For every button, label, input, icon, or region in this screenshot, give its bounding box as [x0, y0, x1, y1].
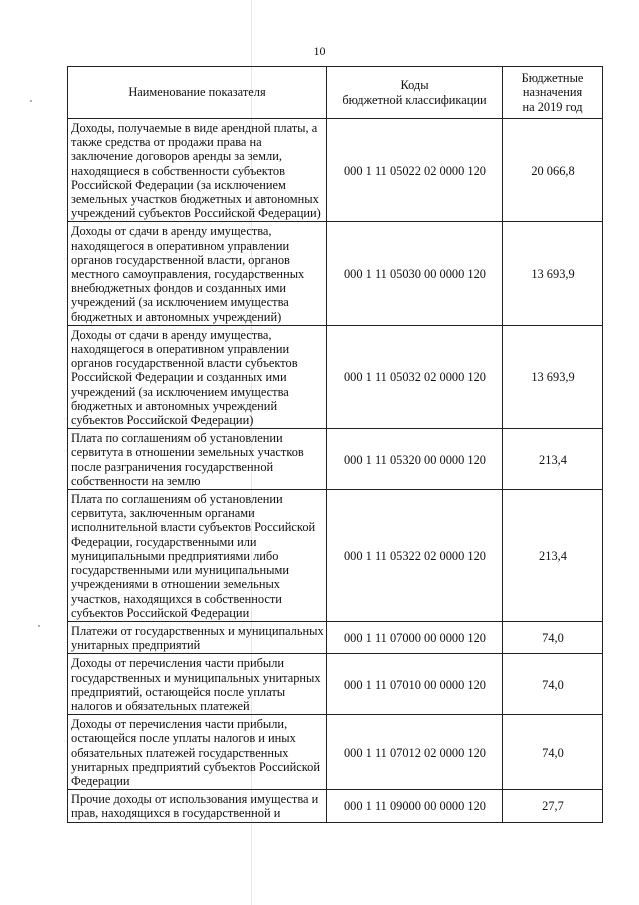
- row-budget-value: 20 066,8: [503, 119, 603, 222]
- table-row: [68, 790, 603, 822]
- header-budget-code: [327, 67, 503, 119]
- table-row: [68, 654, 603, 715]
- header-indicator-name: [68, 67, 327, 119]
- row-indicator-name: Доходы от перечисления части прибыли, остающейся после уплаты налогов и иных обязательных платежей государственных унитарных предприятий субъектов Российской Федерации: [68, 715, 327, 790]
- row-budget-code: 000 1 11 05032 02 0000 120: [327, 325, 503, 428]
- table-row: [68, 119, 603, 222]
- row-budget-code: 000 1 11 05322 02 0000 120: [327, 490, 503, 622]
- table-row: [68, 222, 603, 325]
- row-budget-value: 74,0: [503, 715, 603, 790]
- header-budget-allocation-text: Бюджетные назначения на 2019 год: [521, 71, 584, 114]
- row-indicator-name: Доходы, получаемые в виде арендной платы, а также средства от продажи права на заключение договоров аренды за земли, находящиеся в собственности субъектов Российской Федерации (за исключением земельных участков бюджетных и автономных учреждений субъектов Российской Федерации): [68, 119, 327, 222]
- table-header: [68, 67, 603, 119]
- row-indicator-name: Доходы от перечисления части прибыли государственных и муниципальных унитарных предприятий, остающейся после уплаты налогов и обязательных платежей: [68, 654, 327, 715]
- row-budget-value: 74,0: [503, 654, 603, 715]
- row-budget-value: 13 693,9: [503, 325, 603, 428]
- budget-table: [67, 66, 603, 823]
- header-indicator-name-text: Наименование показателя: [128, 85, 266, 100]
- row-budget-code: 000 1 11 07000 00 0000 120: [327, 621, 503, 653]
- row-indicator-name: Платежи от государственных и муниципальных унитарных предприятий: [68, 621, 327, 653]
- header-budget-code-text: Коды бюджетной классификации: [342, 78, 487, 107]
- table-body: [68, 119, 603, 823]
- row-budget-value: 213,4: [503, 490, 603, 622]
- row-budget-value: 27,7: [503, 790, 603, 822]
- row-budget-code: 000 1 11 05030 00 0000 120: [327, 222, 503, 325]
- row-indicator-name: Прочие доходы от использования имущества и прав, находящихся в государственной и: [68, 790, 327, 822]
- table-row: [68, 621, 603, 653]
- row-budget-code: 000 1 11 09000 00 0000 120: [327, 790, 503, 822]
- row-budget-code: 000 1 11 07010 00 0000 120: [327, 654, 503, 715]
- table-row: [68, 715, 603, 790]
- row-budget-code: 000 1 11 05022 02 0000 120: [327, 119, 503, 222]
- row-indicator-name: Доходы от сдачи в аренду имущества, находящегося в оперативном управлении органов государственной власти, органов местного самоуправления, государственных внебюджетных фондов и созданных ими учреждений (за исключением имущества бюджетных и автономных учреждений): [68, 222, 327, 325]
- row-budget-code: 000 1 11 05320 00 0000 120: [327, 429, 503, 490]
- row-budget-code: 000 1 11 07012 02 0000 120: [327, 715, 503, 790]
- header-row: [68, 67, 603, 119]
- row-indicator-name: Доходы от сдачи в аренду имущества, находящегося в оперативном управлении органов государственной власти субъектов Российской Федерации и созданных ими учреждений (за исключением имущества бюджетных и автономных учреждений субъектов Российской Федерации): [68, 325, 327, 428]
- table-row: [68, 490, 603, 622]
- row-budget-value: 213,4: [503, 429, 603, 490]
- row-indicator-name: Плата по соглашениям об установлении сервитута, заключенным органами исполнительной власти субъектов Российской Федерации, государственными или муниципальными предприятиями либо государственными или муниципальными учреждениями в отношении земельных участков, находящихся в собственности субъектов Российской Федерации: [68, 490, 327, 622]
- table-row: [68, 429, 603, 490]
- row-budget-value: 13 693,9: [503, 222, 603, 325]
- row-budget-value: 74,0: [503, 621, 603, 653]
- table-row: [68, 325, 603, 428]
- page-number: 10: [313, 44, 326, 58]
- row-indicator-name: Плата по соглашениям об установлении сервитута в отношении земельных участков после разграничения государственной собственности на землю: [68, 429, 327, 490]
- header-budget-allocation: [503, 67, 603, 119]
- scan-speck: [38, 625, 40, 627]
- scan-speck: [30, 100, 32, 102]
